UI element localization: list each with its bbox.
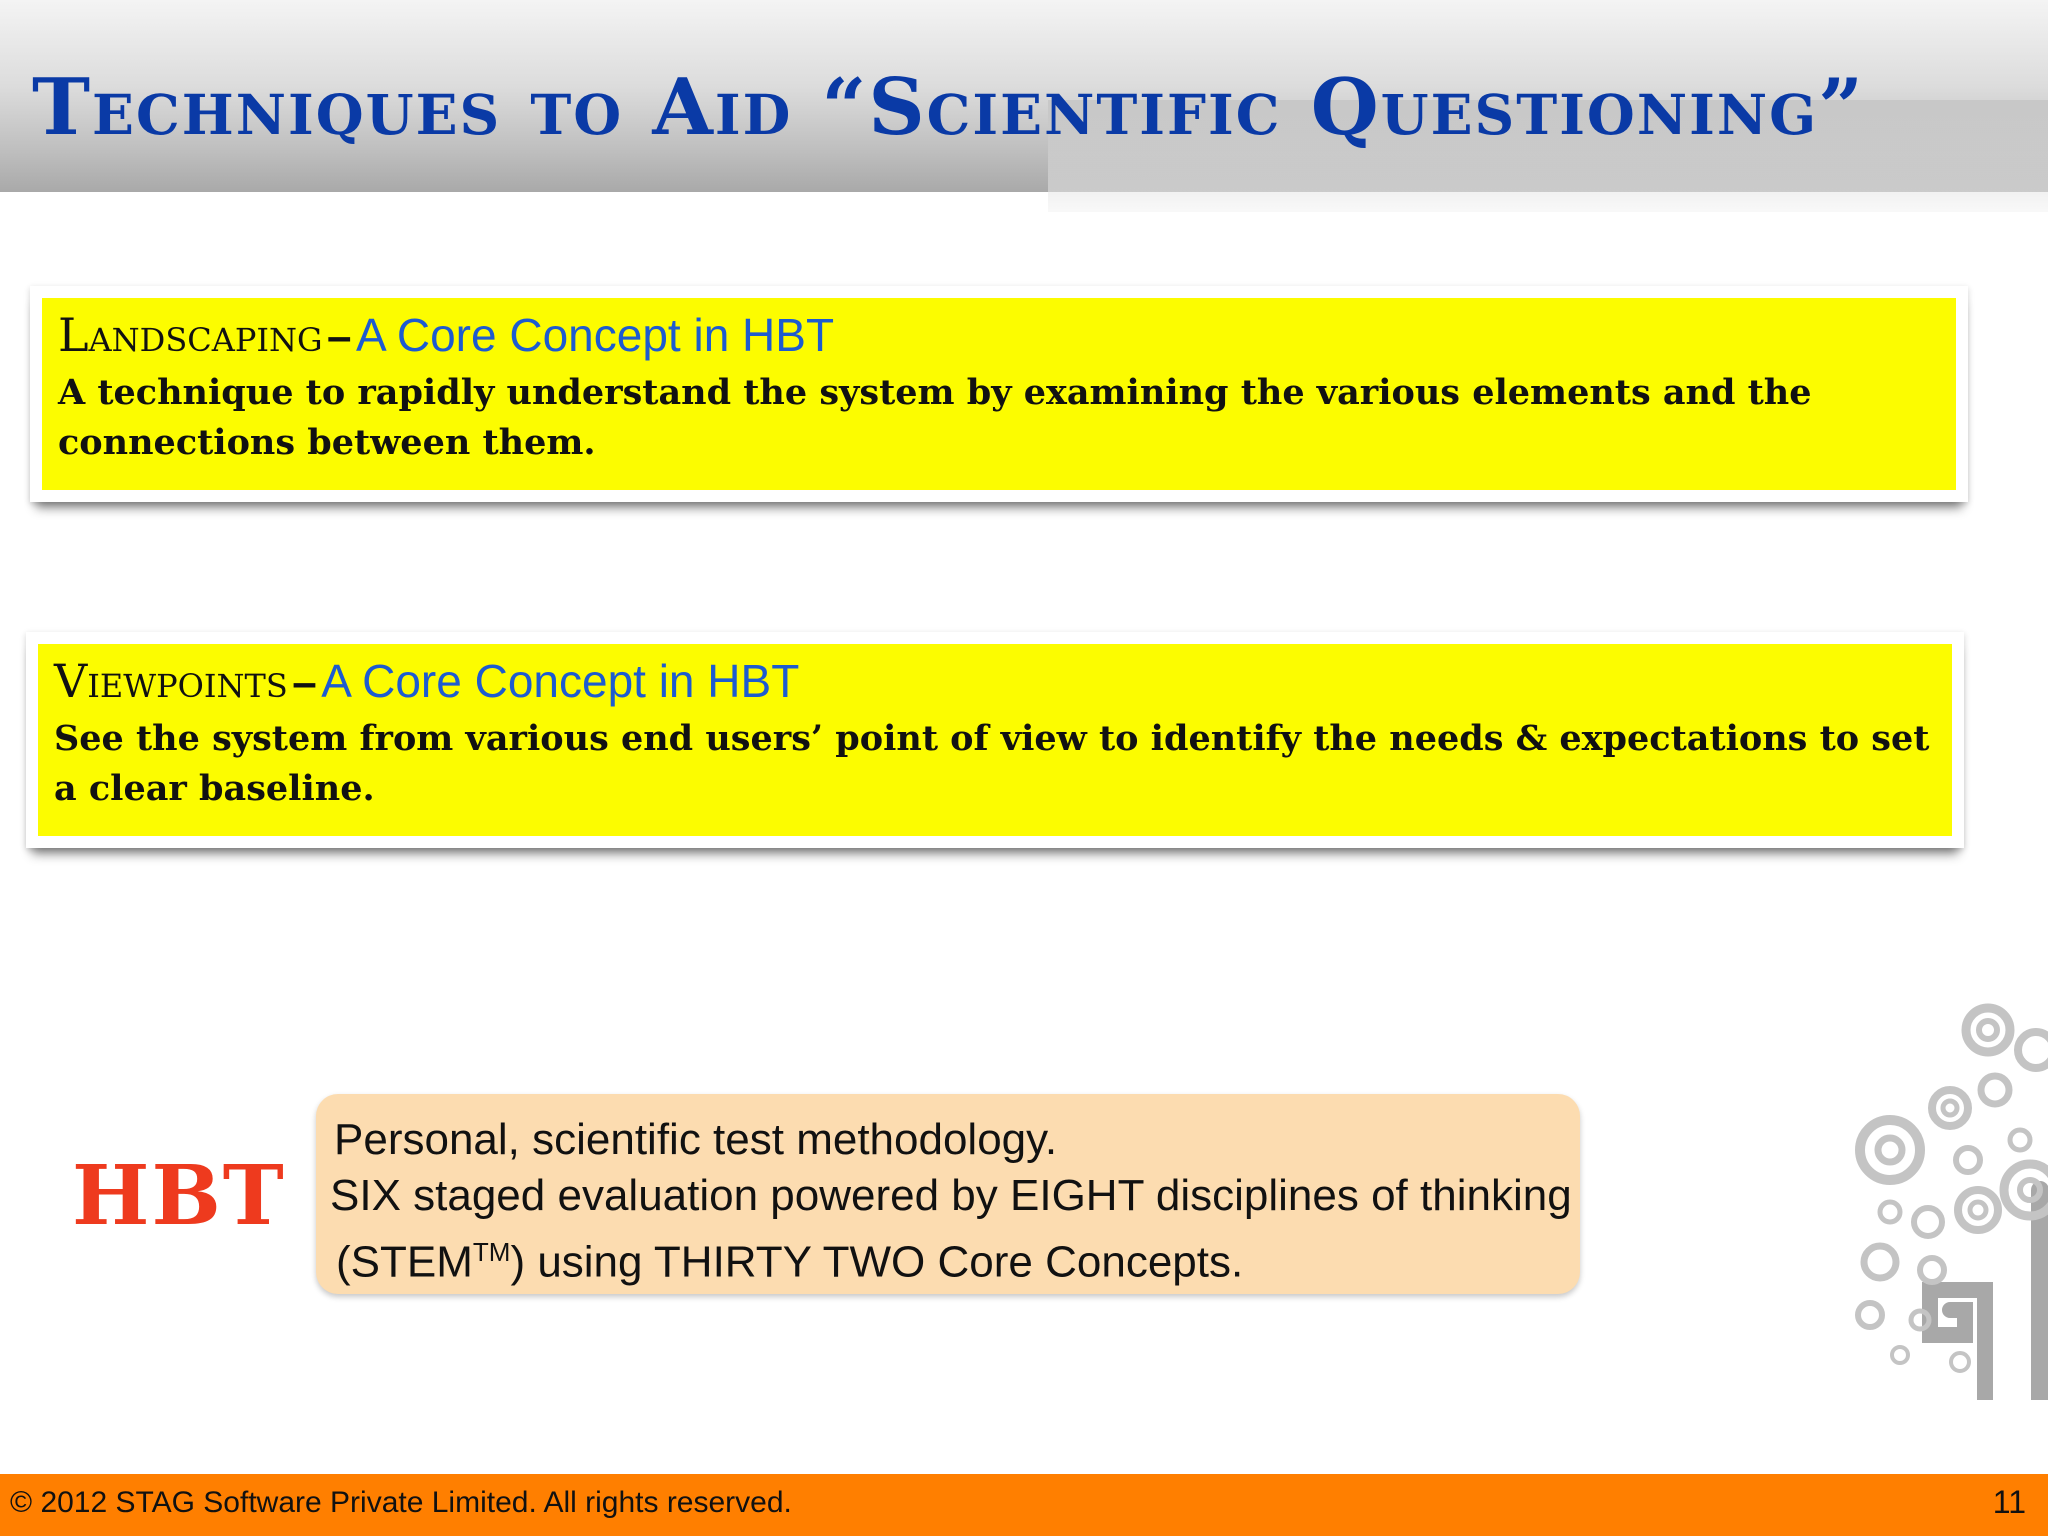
concept-name: Viewpoints	[54, 654, 288, 708]
footer-bar	[0, 1474, 2048, 1536]
callout-line-stages: SIX staged evaluation powered by EIGHT disciplines of thinking	[330, 1171, 1572, 1220]
concept-fill	[42, 298, 1956, 490]
callout-line-methodology: Personal, scientific test methodology.	[334, 1115, 1058, 1164]
concept-card-landscaping	[30, 286, 1968, 502]
callout-line-concepts	[330, 1224, 1566, 1291]
stem-prefix: (STEM	[336, 1237, 473, 1287]
slide-title: Techniques to Aid “Scientific Questioning”	[32, 62, 1865, 153]
hbt-callout	[316, 1094, 1580, 1294]
page-number: 11	[1992, 1484, 2026, 1520]
concept-dash: –	[327, 312, 352, 361]
spiral-tree-icon	[1740, 990, 2048, 1400]
concept-name: Landscaping	[58, 308, 323, 362]
concept-subtitle: A Core Concept in HBT	[355, 309, 835, 361]
concept-subtitle: A Core Concept in HBT	[321, 655, 800, 707]
hbt-logo: HBT	[72, 1148, 286, 1244]
concept-card-viewpoints	[26, 632, 1964, 848]
concept-fill	[38, 644, 1952, 836]
concept-description: See the system from various end users’ point of view to identify the needs & expectations to set a clear baseline.	[54, 717, 1930, 809]
footer-copyright: © 2012 STAG Software Private Limited. All rights reserved.	[10, 1486, 792, 1519]
trademark-mark: TM	[472, 1237, 511, 1267]
stem-suffix: ) using THIRTY TWO Core Concepts.	[510, 1237, 1244, 1287]
concept-dash: –	[292, 658, 317, 707]
concept-heading	[54, 654, 1936, 710]
concept-description: A technique to rapidly understand the system by examining the various elements and the connections between them.	[58, 371, 1812, 463]
concept-heading	[58, 308, 1940, 364]
